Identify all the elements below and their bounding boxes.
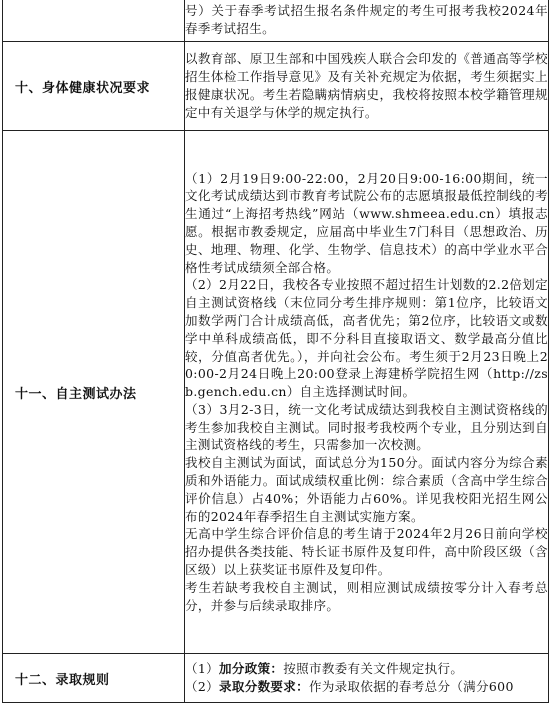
row-content-cell (185, 0, 549, 42)
item-heading: 录取分数要求： (219, 679, 309, 694)
row-label: 十、身体健康状况要求 (15, 80, 151, 96)
item-number: （2） (185, 679, 220, 694)
paragraph: 考生若缺考我校自主测试，则相应测试成绩按零分计入春考总分，并参与后续录取排序。 (185, 579, 548, 613)
list-item (185, 660, 548, 678)
paragraph: 以教育部、原卫生部和中国残疾人联合会印发的《普通高等学校招生体检工作指导意见》及有关补充规定为依据，考生须据实上报健康状况。考生若隐瞒病情病史，我校将按照本校学籍管理规定中有关退学与休学的规定执行。 (185, 51, 548, 120)
table-row-continued-eligibility (3, 0, 549, 42)
item-number: （1） (185, 661, 220, 677)
admission-rules-table (2, 0, 549, 703)
paragraph: 无高中学生综合评价信息的考生请于2024年2月26日前向学校招办提供各类技能、特长证书原件及复印件，高中阶段区级（含区级）以上获奖证书原件及复印件。 (185, 526, 548, 578)
list-item (185, 678, 548, 696)
table-row-self-test-method (3, 131, 549, 654)
item-text: 按照市教委有关文件规定执行。 (283, 661, 464, 677)
table-row-health-requirements (3, 42, 549, 131)
item-text: 作为录取依据的春考总分（满分600 (308, 679, 514, 694)
row-label-cell (3, 42, 185, 131)
row-label-cell (3, 654, 185, 703)
table-row-admission-rules (3, 654, 549, 703)
paragraph: （2）2月22日，我校各专业按照不超过招生计划数的2.2倍划定自主测试资格线（末位同分考生排序规则：第1位序，比较语文加数学两门合计成绩高低，高者优先；第2位序，比较语文或数学中单科成绩高低，即不分科目直接取语文、数学最高分值比较，分值高者优先。），并向社会公布。考生须于2月23日晚上20:00-2月24日晚上20:00登录上海建桥学院招生网（http://zsb.gench.edu.cn）自主选择测试时间。 (185, 277, 548, 400)
row-label-cell (3, 131, 185, 654)
row-content-cell (185, 42, 549, 131)
paragraph: （3）3月2-3日，统一文化考试成绩达到我校自主测试资格线的考生参加我校自主测试。同时报考我校两个专业，且分别达到自主测试资格线的考生，只需参加一次校测。 (185, 401, 548, 453)
row-label: 十二、录取规则 (15, 672, 110, 688)
item-heading: 加分政策： (219, 661, 284, 677)
row-content-cell (185, 654, 549, 703)
paragraph: 号）关于春季考试招生报名条件规定的考生可报考我校2024年春季考试招生。 (185, 3, 548, 36)
paragraph: （1）2月19日9:00-22:00，2月20日9:00-16:00期间，统一文化考试成绩达到市教育考试院公布的志愿填报最低控制线的考生通过“上海招考热线”网站（www.shmeea.edu.cn）填报志愿。根据市教委规定，应届高中毕业生7门科目（思想政治、历史、地理、物理、化学、生物学、信息技术）的高中学业水平合格性考试成绩须全部合格。 (185, 170, 548, 275)
row-content-cell (185, 131, 549, 654)
row-label-cell (3, 0, 185, 42)
paragraph: 我校自主测试为面试，面试总分为150分。面试内容分为综合素质和外语能力。面试成绩权重比例：综合素质（含高中学生综合评价信息）占40%；外语能力占60%。详见我校阳光招生网公布的2024年春季招生自主测试实施方案。 (185, 455, 548, 524)
row-label: 十一、自主测试办法 (15, 386, 137, 402)
